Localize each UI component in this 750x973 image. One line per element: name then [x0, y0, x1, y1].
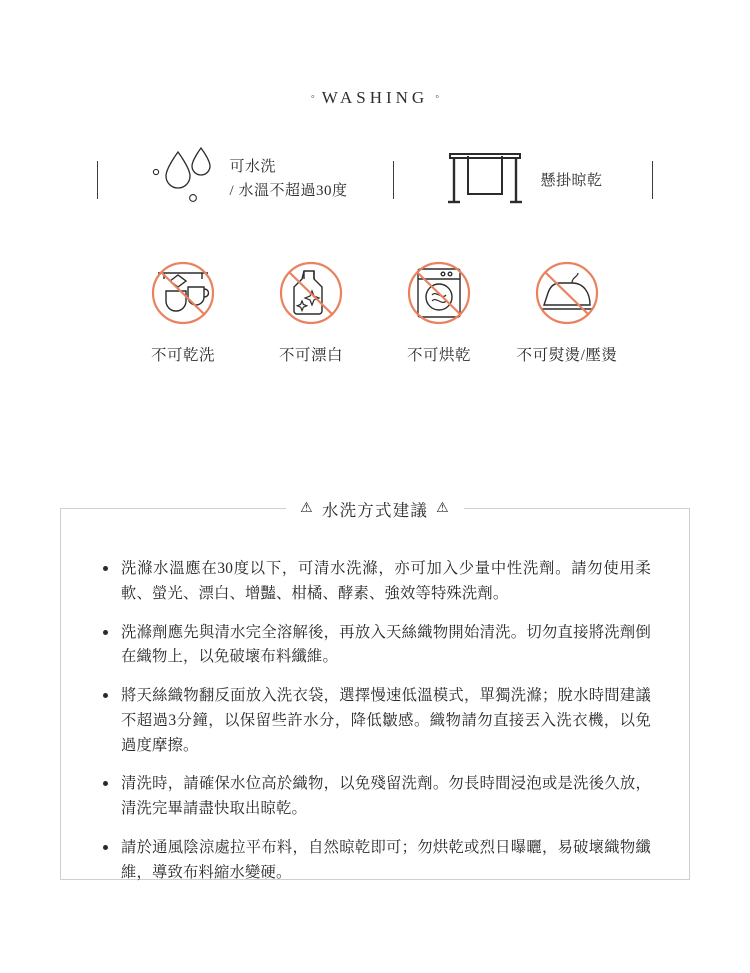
list-item: 將天絲織物翻反面放入洗衣袋，選擇慢速低溫模式，單獨洗滌；脫水時間建議不超過3分鐘，以保留些許水分，降低皺感。織物請勿直接丟入洗衣機，以免過度摩擦。 [103, 684, 651, 758]
no-bleach-item [261, 257, 361, 365]
advice-title-wrap [61, 497, 689, 521]
no-tumble-dry-caption: 不可烘乾 [406, 347, 471, 364]
top-symbol-row [0, 144, 750, 215]
warning-icon-left: ⚠ [300, 501, 314, 516]
no-bleach-icon [272, 257, 350, 329]
no-iron-caption: 不可熨燙/壓燙 [516, 347, 618, 364]
advice-title [286, 497, 464, 521]
no-iron-icon [528, 257, 606, 329]
washable-label-line2: / 水溫不超過30度 [229, 182, 348, 199]
hang-dry-icon [440, 144, 530, 215]
washable-label-line1: 可水洗 [229, 159, 277, 176]
no-dry-clean-item [133, 257, 233, 365]
list-item: 請於通風陰涼處拉平布料，自然晾乾即可；勿烘乾或烈日曝曬，易破壞織物纖維，導致布料縮水變硬。 [103, 836, 651, 886]
no-dry-clean-icon [144, 257, 222, 329]
forbidden-symbol-row [0, 257, 750, 365]
warning-icon-right: ⚠ [436, 501, 450, 516]
no-iron-item [517, 257, 617, 365]
no-tumble-dry-item [389, 257, 489, 365]
hang-dry-label: 懸掛晾乾 [540, 173, 603, 189]
no-tumble-dry-icon [400, 257, 478, 329]
title-text: WASHING [321, 88, 429, 107]
washable-symbol [146, 146, 348, 213]
list-item: 清洗時，請確保水位高於織物，以免殘留洗劑。勿長時間浸泡或是洗後久放，清洗完畢請盡快取出晾乾。 [103, 772, 651, 822]
no-bleach-caption: 不可漂白 [278, 347, 343, 364]
title-deco-right: ◦ [435, 91, 440, 103]
divider-line [652, 161, 653, 199]
advice-list [61, 509, 689, 885]
page-title [0, 88, 750, 108]
advice-title-text: 水洗方式建議 [321, 501, 429, 520]
divider-line [393, 161, 394, 199]
no-dry-clean-caption: 不可乾洗 [150, 347, 215, 364]
divider-line [97, 161, 98, 199]
list-item: 洗滌劑應先與清水完全溶解後，再放入天絲織物開始清洗。切勿直接將洗劑倒在織物上，以免破壞布料纖維。 [103, 621, 651, 671]
water-drops-icon [146, 146, 220, 213]
title-deco-left: ◦ [310, 91, 315, 103]
list-item: 洗滌水溫應在30度以下，可清水洗滌，亦可加入少量中性洗劑。請勿使用柔軟、螢光、漂白、增豔、柑橘、酵素、強效等特殊洗劑。 [103, 557, 651, 607]
washable-label [230, 156, 348, 203]
hang-dry-symbol [440, 144, 602, 215]
advice-box [60, 501, 690, 881]
